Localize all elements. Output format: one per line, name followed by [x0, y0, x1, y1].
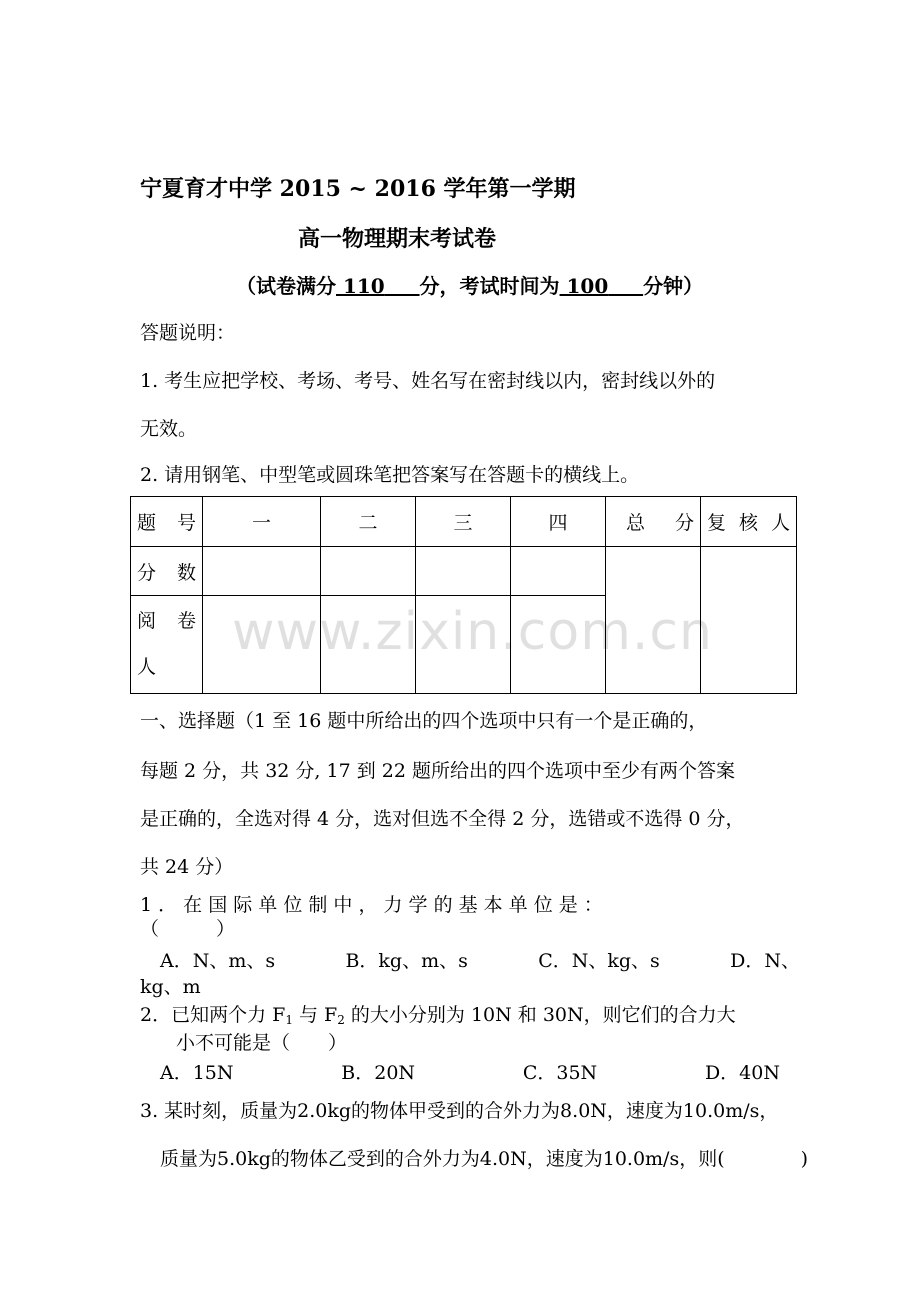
exam-meta [236, 270, 703, 299]
instruction-2: 2. 请用钢笔、中型笔或圆珠笔把答案写在答题卡的横线上。 [140, 464, 640, 486]
q2-stem-mid: 与 F [292, 1004, 338, 1026]
q1-option-d-cont: kg、m [140, 976, 201, 998]
q1-option-c[interactable]: C．N、kg、s [538, 950, 660, 972]
q1-stem: 1 ． 在 国 际 单 位 制 中 ， 力 学 的 基 本 单 位 是 ： [140, 894, 603, 916]
header-col-4: 四 [511, 497, 606, 547]
duration-value: 100 [566, 274, 609, 298]
q1-paren: （ ） [140, 918, 236, 940]
header-label-number: 题 号 [131, 497, 203, 547]
meta-mid: 分，考试时间为 [419, 274, 560, 298]
q3-line-2: 质量为5.0kg的物体乙受到的合外力为4.0N，速度为10.0m/s，则( ) [160, 1148, 809, 1170]
row-label-score: 分 数 [131, 547, 203, 596]
school-title: 宁夏育才中学 2015 ~ 2016 学年第一学期 [140, 176, 576, 202]
row-label-grader-1: 阅 卷 [137, 610, 196, 632]
score-cell-1[interactable] [203, 547, 321, 596]
watermark: www.zixin.com.cn [232, 602, 713, 662]
q2-option-b[interactable]: B．20N [341, 1062, 416, 1084]
q2-stem-post: 的大小分别为 10N 和 30N，则它们的合力大 [344, 1004, 736, 1026]
instructions-heading: 答题说明： [140, 322, 236, 344]
q2-sub-1: 1 [285, 1013, 293, 1027]
q1-option-b[interactable]: B．kg、m、s [345, 950, 468, 972]
q1-option-a[interactable]: A．N、m、s [160, 950, 276, 972]
header-reviewer: 复 核 人 [701, 497, 797, 547]
section1-line-4: 共 24 分） [140, 856, 234, 878]
header-col-1: 一 [203, 497, 321, 547]
q1-options [160, 946, 800, 973]
instruction-1-line-1: 1. 考生应把学校、考场、考号、姓名写在密封线以内，密封线以外的 [140, 370, 716, 392]
q2-option-a[interactable]: A．15N [160, 1062, 234, 1084]
exam-title: 高一物理期末考试卷 [298, 226, 497, 252]
header-col-2: 二 [321, 497, 416, 547]
q2-sub-2: 2 [337, 1013, 345, 1027]
duration [560, 274, 644, 298]
q2-stem-pre: 2．已知两个力 F [140, 1004, 286, 1026]
meta-prefix: （试卷满分 [236, 274, 336, 298]
section1-line-1: 一、选择题（1 至 16 题中所给出的四个选项中只有一个是正确的， [140, 710, 708, 732]
score-cell-2[interactable] [321, 547, 416, 596]
meta-suffix: 分钟） [643, 274, 704, 298]
section1-line-3: 是正确的，全选对得 4 分，选对但选不全得 2 分，选错或不选得 0 分， [140, 808, 745, 830]
row-label-grader-2: 人 [137, 656, 157, 678]
q1-option-d[interactable]: D．N、 [730, 950, 800, 972]
full-score [336, 274, 420, 298]
q2-stem-line-2: 小不可能是（ ） [176, 1032, 348, 1054]
section1-line-2: 每题 2 分，共 32 分, 17 到 22 题所给出的四个选项中至少有两个答案 [140, 760, 735, 782]
q2-option-d[interactable]: D．40N [704, 1062, 780, 1084]
q2-stem [140, 1000, 736, 1027]
full-score-value: 110 [342, 274, 385, 298]
reviewer-cell[interactable] [701, 547, 797, 694]
row-label-grader [131, 596, 203, 694]
q3-line-1: 3. 某时刻，质量为2.0kg的物体甲受到的合外力为8.0N，速度为10.0m/s， [140, 1100, 779, 1122]
score-cell-4[interactable] [511, 547, 606, 596]
header-total: 总 分 [606, 497, 701, 547]
q2-options [160, 1058, 780, 1085]
header-col-3: 三 [416, 497, 511, 547]
q2-option-c[interactable]: C．35N [522, 1062, 598, 1084]
score-table [130, 496, 797, 694]
instruction-1-line-2: 无效。 [140, 418, 198, 440]
score-cell-3[interactable] [416, 547, 511, 596]
